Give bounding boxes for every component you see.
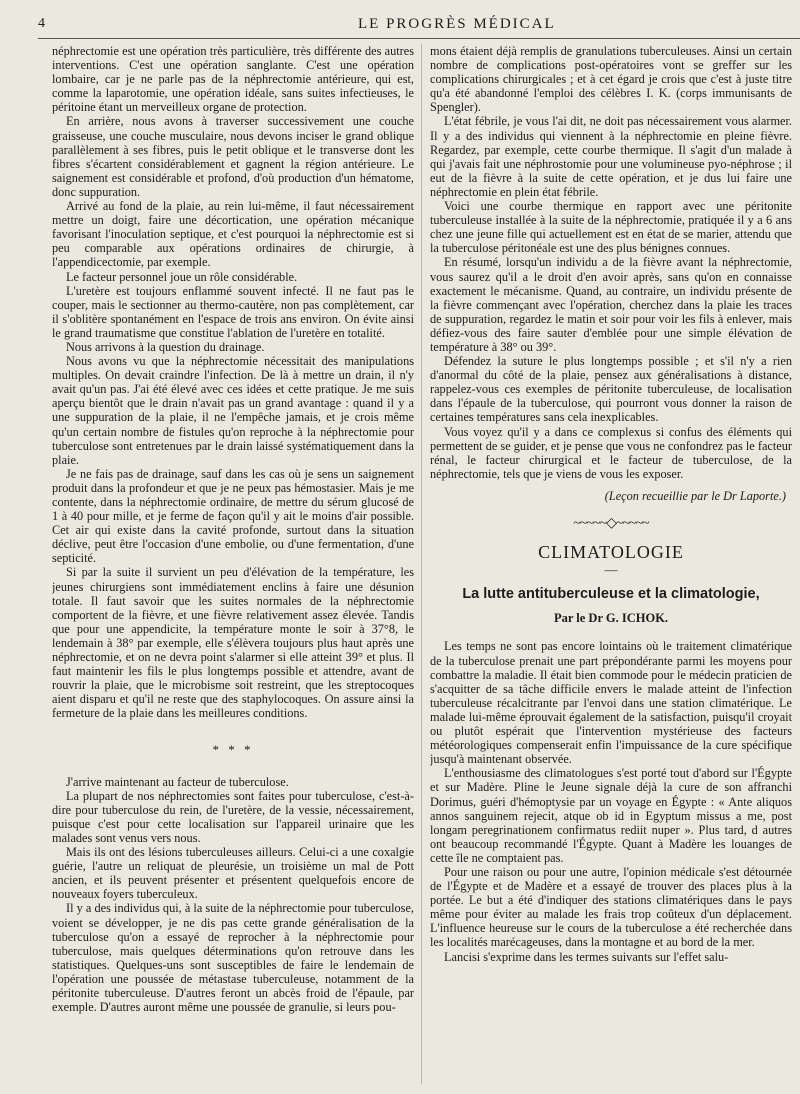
left-column bbox=[52, 44, 414, 1084]
paragraph: L'état fébrile, je vous l'ai dit, ne doit pas nécessairement vous alarmer. Il y a des individus qui viennent à la néphrectomie en pleine fièvre. Regardez, par exemple, cette courbe thermique. Il s'agit d'un malade à qui j'avais fait une néphrostomie pour une volumineuse pyo-néphrose ; il eut de la fièvre à la suite de cette opération, et je dus lui faire une néphrectomie en plein état fébrile. bbox=[430, 114, 792, 199]
paragraph: Si par la suite il survient un peu d'élévation de la température, les jeunes chirurgiens sont immédiatement enclins à faire une désunion totale. Il faut savoir que les suites normales de la néphrectomie comportent de la fièvre, et une fièvre relativement assez élevée. Tandis que pour une appendicite, la température monte le soir à 37°8, le lendemain à 38° par exemple, elle s'élèvera toujours plus haut après une néphrectomie, et on ne devra point s'alarmer si elle atteint 39° et plus. Il faut maintenir les fils le plus longtemps possible et attendre, avant de rouvrir la plaie, que le microbisme soit restreint, que les streptocoques aient disparu et qu'il ne reste que des staphylocoques. On assure ainsi la fermeture de la plaie dans les meilleures conditions. bbox=[52, 565, 414, 721]
paragraph: J'arrive maintenant au facteur de tuberculose. bbox=[66, 774, 289, 789]
running-title: LE PROGRÈS MÉDICAL bbox=[358, 16, 556, 32]
paragraph: Les temps ne sont pas encore lointains où le traitement climatérique de la tuberculose prenait une part prépondérante parmi les moyens pour combattre la maladie. Il était bien commode pour le médecin praticien de s'acquitter de sa tâche difficile envers le malade atteint de l'infection tuberculeuse récalcitrante par l'envoi dans une station climatérique. Le malade lui-même éprouvait également de la satisfaction, puisqu'il croyait ou plutôt espérait que l'intervention mystérieuse des facteurs météorologiques compenserait enfin l'impuissance de la cure spécifique jusqu'à maintenant observée. bbox=[430, 639, 792, 767]
paragraph: Nous avons vu que la néphrectomie nécessitait des manipulations multiples. On devait craindre l'infection. De là à mettre un drain, il n'y avait qu'un pas. J'ai été élevé avec ces idées et cette pratique. Je me suis aperçu bientôt que le drain n'avait pas un grand avantage : quand il y a une suppuration de la plaie, il ne l'empêche jamais, et je crois même qu'un certain nombre de fistules qu'on reproche à la néphrectomie pour tuberculose sont entretenues par le drain laissé systématiquement dans la plaie. bbox=[52, 354, 414, 467]
right-column bbox=[430, 44, 792, 1084]
paragraph: L'uretère est toujours enflammé souvent infecté. Il ne faut pas le couper, mais le sectionner au thermo-cautère, non pas complètement, car il s'oblitère spontanément en l'espace de trois ans environ. On évite ainsi le grand traumatisme que constitue l'ablation de l'uretère en totalité. bbox=[52, 283, 414, 340]
paragraph: Nous arrivons à la question du drainage. bbox=[66, 339, 265, 354]
paragraph: mons étaient déjà remplis de granulations tuberculeuses. Ainsi un certain nombre de complications post-opératoires vont se greffer sur les complications chirurgicales ; et à cet égard je crois que c'est à juste titre qu'a été abandonné l'emploi des célèbres I. K. (corps immunisants de Spengler). bbox=[430, 44, 792, 115]
lesson-signature: (Leçon recueillie par le Dr Laporte.) bbox=[604, 488, 786, 503]
paragraph: Mais ils ont des lésions tuberculeuses ailleurs. Celui-ci a une coxalgie guérie, l'autre un reliquat de pleurésie, un troisième un mal de Pott ancien, et ils peuvent présenter et présentent quelquefois encore de nouveaux foyers tuberculeux. bbox=[52, 845, 414, 902]
section-title: CLIMATOLOGIE bbox=[538, 542, 684, 563]
page-number: 4 bbox=[38, 16, 45, 31]
article-byline: Par le Dr G. ICHOK. bbox=[553, 611, 669, 626]
paragraph: Vous voyez qu'il y a dans ce complexus si confus des éléments qui permettent de se guider, et je pense que vous ne confondrez pas le facteur rénal, le facteur chirurgical et le facteur de tuberculose, de la néphrectomie, tels que je viens de vous les exposer. bbox=[430, 424, 792, 481]
paragraph: néphrectomie est une opération très particulière, très différente des autres interventions. C'est une opération sanglante. C'est une opération lombaire, car je ne parle pas de la néphrectomie antérieure, qui est, comme la laparotomie, une opération idéale, sans suites infectieuses, le péritoine étant un merveilleux organe de protection. bbox=[52, 44, 414, 115]
paragraph: L'enthousiasme des climatologues s'est porté tout d'abord sur l'Égypte et sur Madère. Pline le Jeune signale déjà la cure de son affranchi Dorimus, guéri d'hémoptysie par un voyage en Égypte : « Ante aliquos annos sanguinem rejecit, atque ob id in Egyptum missus a me, post longam peregrinationem confirmatus rediit nuper ». Plus tard, d autres ont beaucoup recommandé l'Égypte. Quant à Madère les louanges de cette île ne comptaient pas. bbox=[430, 766, 792, 865]
paragraph: Défendez la suture le plus longtemps possible ; et s'il n'y a rien d'anormal du côté de la plaie, pensez aux généralisations à distance, rappelez-vous ces exemples de péritonite tuberculeuse, de localisation dans l'épaule de la tuberculose, qui pourront vous donner la raison de certaines températures sans cela inexplicables. bbox=[430, 354, 792, 425]
paragraph: Voici une courbe thermique en rapport avec une péritonite tuberculeuse installée à la suite de la néphrectomie, pratiquée il y a 6 ans chez une jeune fille qui actuellement est en état de se marier, attendu que la tuberculose péritonéale est une des plus bénignes connues. bbox=[430, 199, 792, 256]
paragraph: Arrivé au fond de la plaie, au rein lui-même, il faut nécessairement mettre un doigt, faire une décortication, une opération mécanique favorisant l'inoculation septique, et c'est pourquoi la néphrectomie est si peu comparable aux opérations ordinaires de chirurgie, à l'appendicectomie, par exemple. bbox=[52, 199, 414, 270]
page-header bbox=[38, 10, 800, 32]
paragraph: En arrière, nous avons à traverser successivement une couche graisseuse, une couche musculaire, nous devons inciser le grand oblique parallèlement à ses fibres, puis le petit oblique et le transverse dont les fibres s'écartent considérablement et gagnent la région antérieure. Le saignement est considérable et profond, d'où production d'un hématome, donc suppuration. bbox=[52, 114, 414, 199]
paragraph: Pour une raison ou pour une autre, l'opinion médicale s'est détournée de l'Égypte et de Madère et a essayé de trouver des places plus à la portée. Le but a été d'indiquer des stations climatériques dans le pays même pour éviter au malade les frais trop coûteux d'un déplacement. L'influence heureuse sur le cours de la tuberculose a été recherchée dans les localités marécageuses, dans la montagne et au bord de la mer. bbox=[430, 864, 792, 950]
paragraph: Il y a des individus qui, à la suite de la néphrectomie pour tuberculose, voient se développer, je ne dis pas cette grande généralisation de la tuberculose qu'on a essayé de reprocher à la néphrectomie pour tuberculose, mais quelques déterminations qu'on retrouve dans les statistiques. Quelques-uns sont susceptibles de faire le lendemain de l'opération une poussée de métastase tuberculeuse, notamment de la péritonite tuberculeuse. D'autres feront un abcès froid de l'épaule, par exemple. D'autres auront même une poussée de granulie, si leurs pou- bbox=[52, 901, 414, 1015]
ornamental-separator: ~~~~~◇~~~~~ bbox=[573, 516, 649, 531]
paragraph: Le facteur personnel joue un rôle considérable. bbox=[66, 269, 298, 284]
paragraph: Je ne fais pas de drainage, sauf dans les cas où je sens un saignement produit dans la profondeur et que je ne peux pas hémostasier. Mais je me contente, dans la néphrectomie ordinaire, de mettre du sérum glucosé de 1 à 40 pour mille, et je ferme de façon qu'il y ait le moins d'air possible. Cet air qui existe dans la cavité profonde, surtout dans la situation déclive, peut être l'occasion d'une embolie, ou d'une fermentation, d'une septicité. bbox=[52, 466, 414, 566]
paragraph: Lancisi s'exprime dans les termes suivants sur l'effet salu- bbox=[444, 949, 729, 964]
section-stars: * * * bbox=[212, 741, 254, 757]
section-dash: — bbox=[604, 562, 618, 578]
header-rule bbox=[38, 38, 800, 39]
paragraph: En résumé, lorsqu'un individu a de la fièvre avant la néphrectomie, vous saurez qu'il a le droit d'en avoir après, sans qu'on en connaisse exactement le mécanisme. Quand, au contraire, un individu présente de la fièvre commençant avec l'opération, cherchez dans la plaie les traces de suppuration, regardez le matin et soir pour voir les fils à enlever, mais défiez-vous des faire sauter d'emblée pour une simple élévation de température à 38° ou 39°. bbox=[430, 255, 792, 354]
article-title: La lutte antituberculeuse et la climatologie, bbox=[462, 586, 760, 603]
paragraph: La plupart de nos néphrectomies sont faites pour tuberculose, c'est-à-dire pour tuberculose du rein, de l'uretère, de la vessie, nécessairement, puisque c'est pour cette localisation sur l'appareil urinaire que les malades sont venus vers nous. bbox=[52, 788, 414, 845]
column-gutter bbox=[421, 44, 422, 1084]
